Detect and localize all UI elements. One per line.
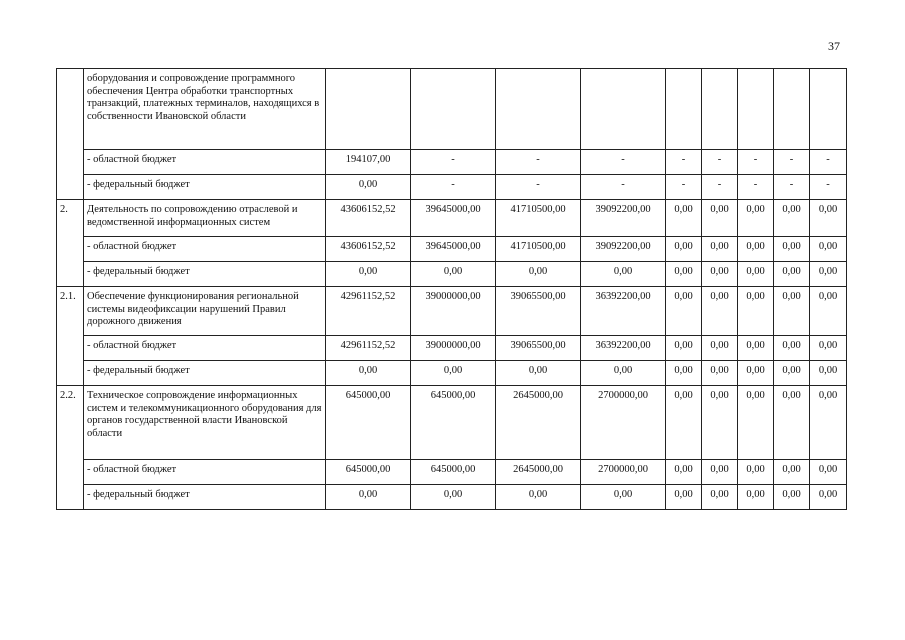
amount-cell: - xyxy=(702,175,738,200)
amount-cell: 0,00 xyxy=(666,237,702,262)
item-name-cell: - федеральный бюджет xyxy=(84,485,326,510)
amount-cell: 0,00 xyxy=(581,485,666,510)
amount-cell: 41710500,00 xyxy=(496,200,581,237)
amount-cell: 36392200,00 xyxy=(581,336,666,361)
amount-cell: 0,00 xyxy=(326,361,411,386)
budget-table xyxy=(56,68,847,510)
amount-cell: 0,00 xyxy=(702,200,738,237)
amount-cell: 0,00 xyxy=(702,262,738,287)
amount-cell: 645000,00 xyxy=(411,386,496,460)
amount-cell: 0,00 xyxy=(326,485,411,510)
amount-cell: 0,00 xyxy=(738,361,774,386)
amount-cell: 0,00 xyxy=(810,287,847,336)
amount-cell: 39065500,00 xyxy=(496,336,581,361)
amount-cell: 0,00 xyxy=(666,386,702,460)
amount-cell: 0,00 xyxy=(774,287,810,336)
amount-cell: - xyxy=(702,150,738,175)
amount-cell xyxy=(326,69,411,150)
amount-cell xyxy=(581,69,666,150)
item-name-cell: - областной бюджет xyxy=(84,150,326,175)
item-name-cell: Техническое сопровождение информационных систем и телекоммуникационного оборудования для органов государственной власти Ивановской области xyxy=(84,386,326,460)
amount-cell: 0,00 xyxy=(496,262,581,287)
amount-cell: - xyxy=(496,150,581,175)
row-number-cell xyxy=(57,69,84,200)
table-row xyxy=(57,460,847,485)
amount-cell: 0,00 xyxy=(411,485,496,510)
amount-cell xyxy=(774,69,810,150)
amount-cell: 0,00 xyxy=(738,262,774,287)
amount-cell: 0,00 xyxy=(702,386,738,460)
amount-cell: 0,00 xyxy=(774,361,810,386)
amount-cell: 43606152,52 xyxy=(326,200,411,237)
amount-cell: - xyxy=(581,175,666,200)
amount-cell: 0,00 xyxy=(666,336,702,361)
amount-cell: 0,00 xyxy=(738,386,774,460)
amount-cell: 0,00 xyxy=(702,237,738,262)
amount-cell: 2645000,00 xyxy=(496,460,581,485)
item-name-cell: - федеральный бюджет xyxy=(84,262,326,287)
amount-cell xyxy=(702,69,738,150)
amount-cell: 0,00 xyxy=(810,262,847,287)
amount-cell: 0,00 xyxy=(666,287,702,336)
amount-cell: 0,00 xyxy=(702,336,738,361)
table-row xyxy=(57,361,847,386)
amount-cell: 0,00 xyxy=(581,262,666,287)
amount-cell: 0,00 xyxy=(702,485,738,510)
item-name-cell: оборудования и сопровождение программного обеспечения Центра обработки транспортных транзакций, платежных терминалов, находящихся в собственности Ивановской области xyxy=(84,69,326,150)
amount-cell: - xyxy=(581,150,666,175)
amount-cell: 0,00 xyxy=(774,386,810,460)
amount-cell: 41710500,00 xyxy=(496,237,581,262)
amount-cell: - xyxy=(666,175,702,200)
amount-cell: 0,00 xyxy=(666,361,702,386)
amount-cell: 0,00 xyxy=(702,460,738,485)
amount-cell: - xyxy=(411,150,496,175)
amount-cell: 0,00 xyxy=(326,262,411,287)
amount-cell: - xyxy=(411,175,496,200)
amount-cell: 0,00 xyxy=(702,361,738,386)
amount-cell: 0,00 xyxy=(810,336,847,361)
amount-cell: 0,00 xyxy=(326,175,411,200)
amount-cell: 0,00 xyxy=(810,200,847,237)
amount-cell: 0,00 xyxy=(666,200,702,237)
table-row xyxy=(57,386,847,460)
item-name-cell: - федеральный бюджет xyxy=(84,175,326,200)
amount-cell: 0,00 xyxy=(581,361,666,386)
amount-cell: 0,00 xyxy=(810,237,847,262)
row-number-cell: 2. xyxy=(57,200,84,287)
amount-cell: 0,00 xyxy=(738,336,774,361)
amount-cell: 2700000,00 xyxy=(581,386,666,460)
amount-cell: 0,00 xyxy=(810,361,847,386)
amount-cell: 0,00 xyxy=(496,485,581,510)
amount-cell: 0,00 xyxy=(411,361,496,386)
page-number: 37 xyxy=(828,39,840,53)
amount-cell: 0,00 xyxy=(738,287,774,336)
amount-cell: 0,00 xyxy=(738,460,774,485)
table-row xyxy=(57,150,847,175)
amount-cell: 645000,00 xyxy=(326,460,411,485)
amount-cell: 0,00 xyxy=(774,485,810,510)
item-name-cell: Деятельность по сопровождению отраслевой и ведомственной информационных систем xyxy=(84,200,326,237)
amount-cell: 0,00 xyxy=(738,485,774,510)
table-row xyxy=(57,287,847,336)
amount-cell: 0,00 xyxy=(774,262,810,287)
amount-cell: - xyxy=(810,150,847,175)
amount-cell: 39000000,00 xyxy=(411,287,496,336)
amount-cell: 42961152,52 xyxy=(326,336,411,361)
amount-cell: 0,00 xyxy=(774,460,810,485)
amount-cell: 0,00 xyxy=(702,287,738,336)
amount-cell: 39092200,00 xyxy=(581,237,666,262)
amount-cell: 0,00 xyxy=(810,460,847,485)
item-name-cell: - федеральный бюджет xyxy=(84,361,326,386)
amount-cell: - xyxy=(774,150,810,175)
amount-cell: 0,00 xyxy=(666,485,702,510)
amount-cell: 39645000,00 xyxy=(411,200,496,237)
amount-cell: 0,00 xyxy=(810,386,847,460)
amount-cell: 645000,00 xyxy=(326,386,411,460)
amount-cell: 0,00 xyxy=(774,237,810,262)
amount-cell: - xyxy=(496,175,581,200)
amount-cell: 2645000,00 xyxy=(496,386,581,460)
amount-cell: 645000,00 xyxy=(411,460,496,485)
amount-cell: 0,00 xyxy=(774,336,810,361)
table-row xyxy=(57,175,847,200)
amount-cell: - xyxy=(738,150,774,175)
amount-cell xyxy=(738,69,774,150)
row-number-cell: 2.1. xyxy=(57,287,84,386)
amount-cell: 0,00 xyxy=(411,262,496,287)
table-row xyxy=(57,262,847,287)
amount-cell: 39000000,00 xyxy=(411,336,496,361)
amount-cell: 0,00 xyxy=(810,485,847,510)
table-row xyxy=(57,485,847,510)
table-row xyxy=(57,237,847,262)
amount-cell: 39092200,00 xyxy=(581,200,666,237)
amount-cell: 0,00 xyxy=(738,200,774,237)
item-name-cell: - областной бюджет xyxy=(84,237,326,262)
amount-cell: - xyxy=(738,175,774,200)
amount-cell: 36392200,00 xyxy=(581,287,666,336)
amount-cell xyxy=(810,69,847,150)
item-name-cell: Обеспечение функционирования региональной системы видеофиксации нарушений Правил дорожного движения xyxy=(84,287,326,336)
item-name-cell: - областной бюджет xyxy=(84,460,326,485)
item-name-cell: - областной бюджет xyxy=(84,336,326,361)
amount-cell: 0,00 xyxy=(666,460,702,485)
amount-cell xyxy=(666,69,702,150)
amount-cell xyxy=(496,69,581,150)
amount-cell: 2700000,00 xyxy=(581,460,666,485)
amount-cell: - xyxy=(774,175,810,200)
row-number-cell: 2.2. xyxy=(57,386,84,510)
amount-cell: 194107,00 xyxy=(326,150,411,175)
amount-cell: 0,00 xyxy=(774,200,810,237)
amount-cell: 43606152,52 xyxy=(326,237,411,262)
amount-cell: 0,00 xyxy=(738,237,774,262)
amount-cell: 0,00 xyxy=(496,361,581,386)
table-row xyxy=(57,69,847,150)
amount-cell: - xyxy=(666,150,702,175)
amount-cell: 42961152,52 xyxy=(326,287,411,336)
amount-cell: 39065500,00 xyxy=(496,287,581,336)
amount-cell xyxy=(411,69,496,150)
table-row xyxy=(57,336,847,361)
table-row xyxy=(57,200,847,237)
amount-cell: - xyxy=(810,175,847,200)
amount-cell: 0,00 xyxy=(666,262,702,287)
amount-cell: 39645000,00 xyxy=(411,237,496,262)
